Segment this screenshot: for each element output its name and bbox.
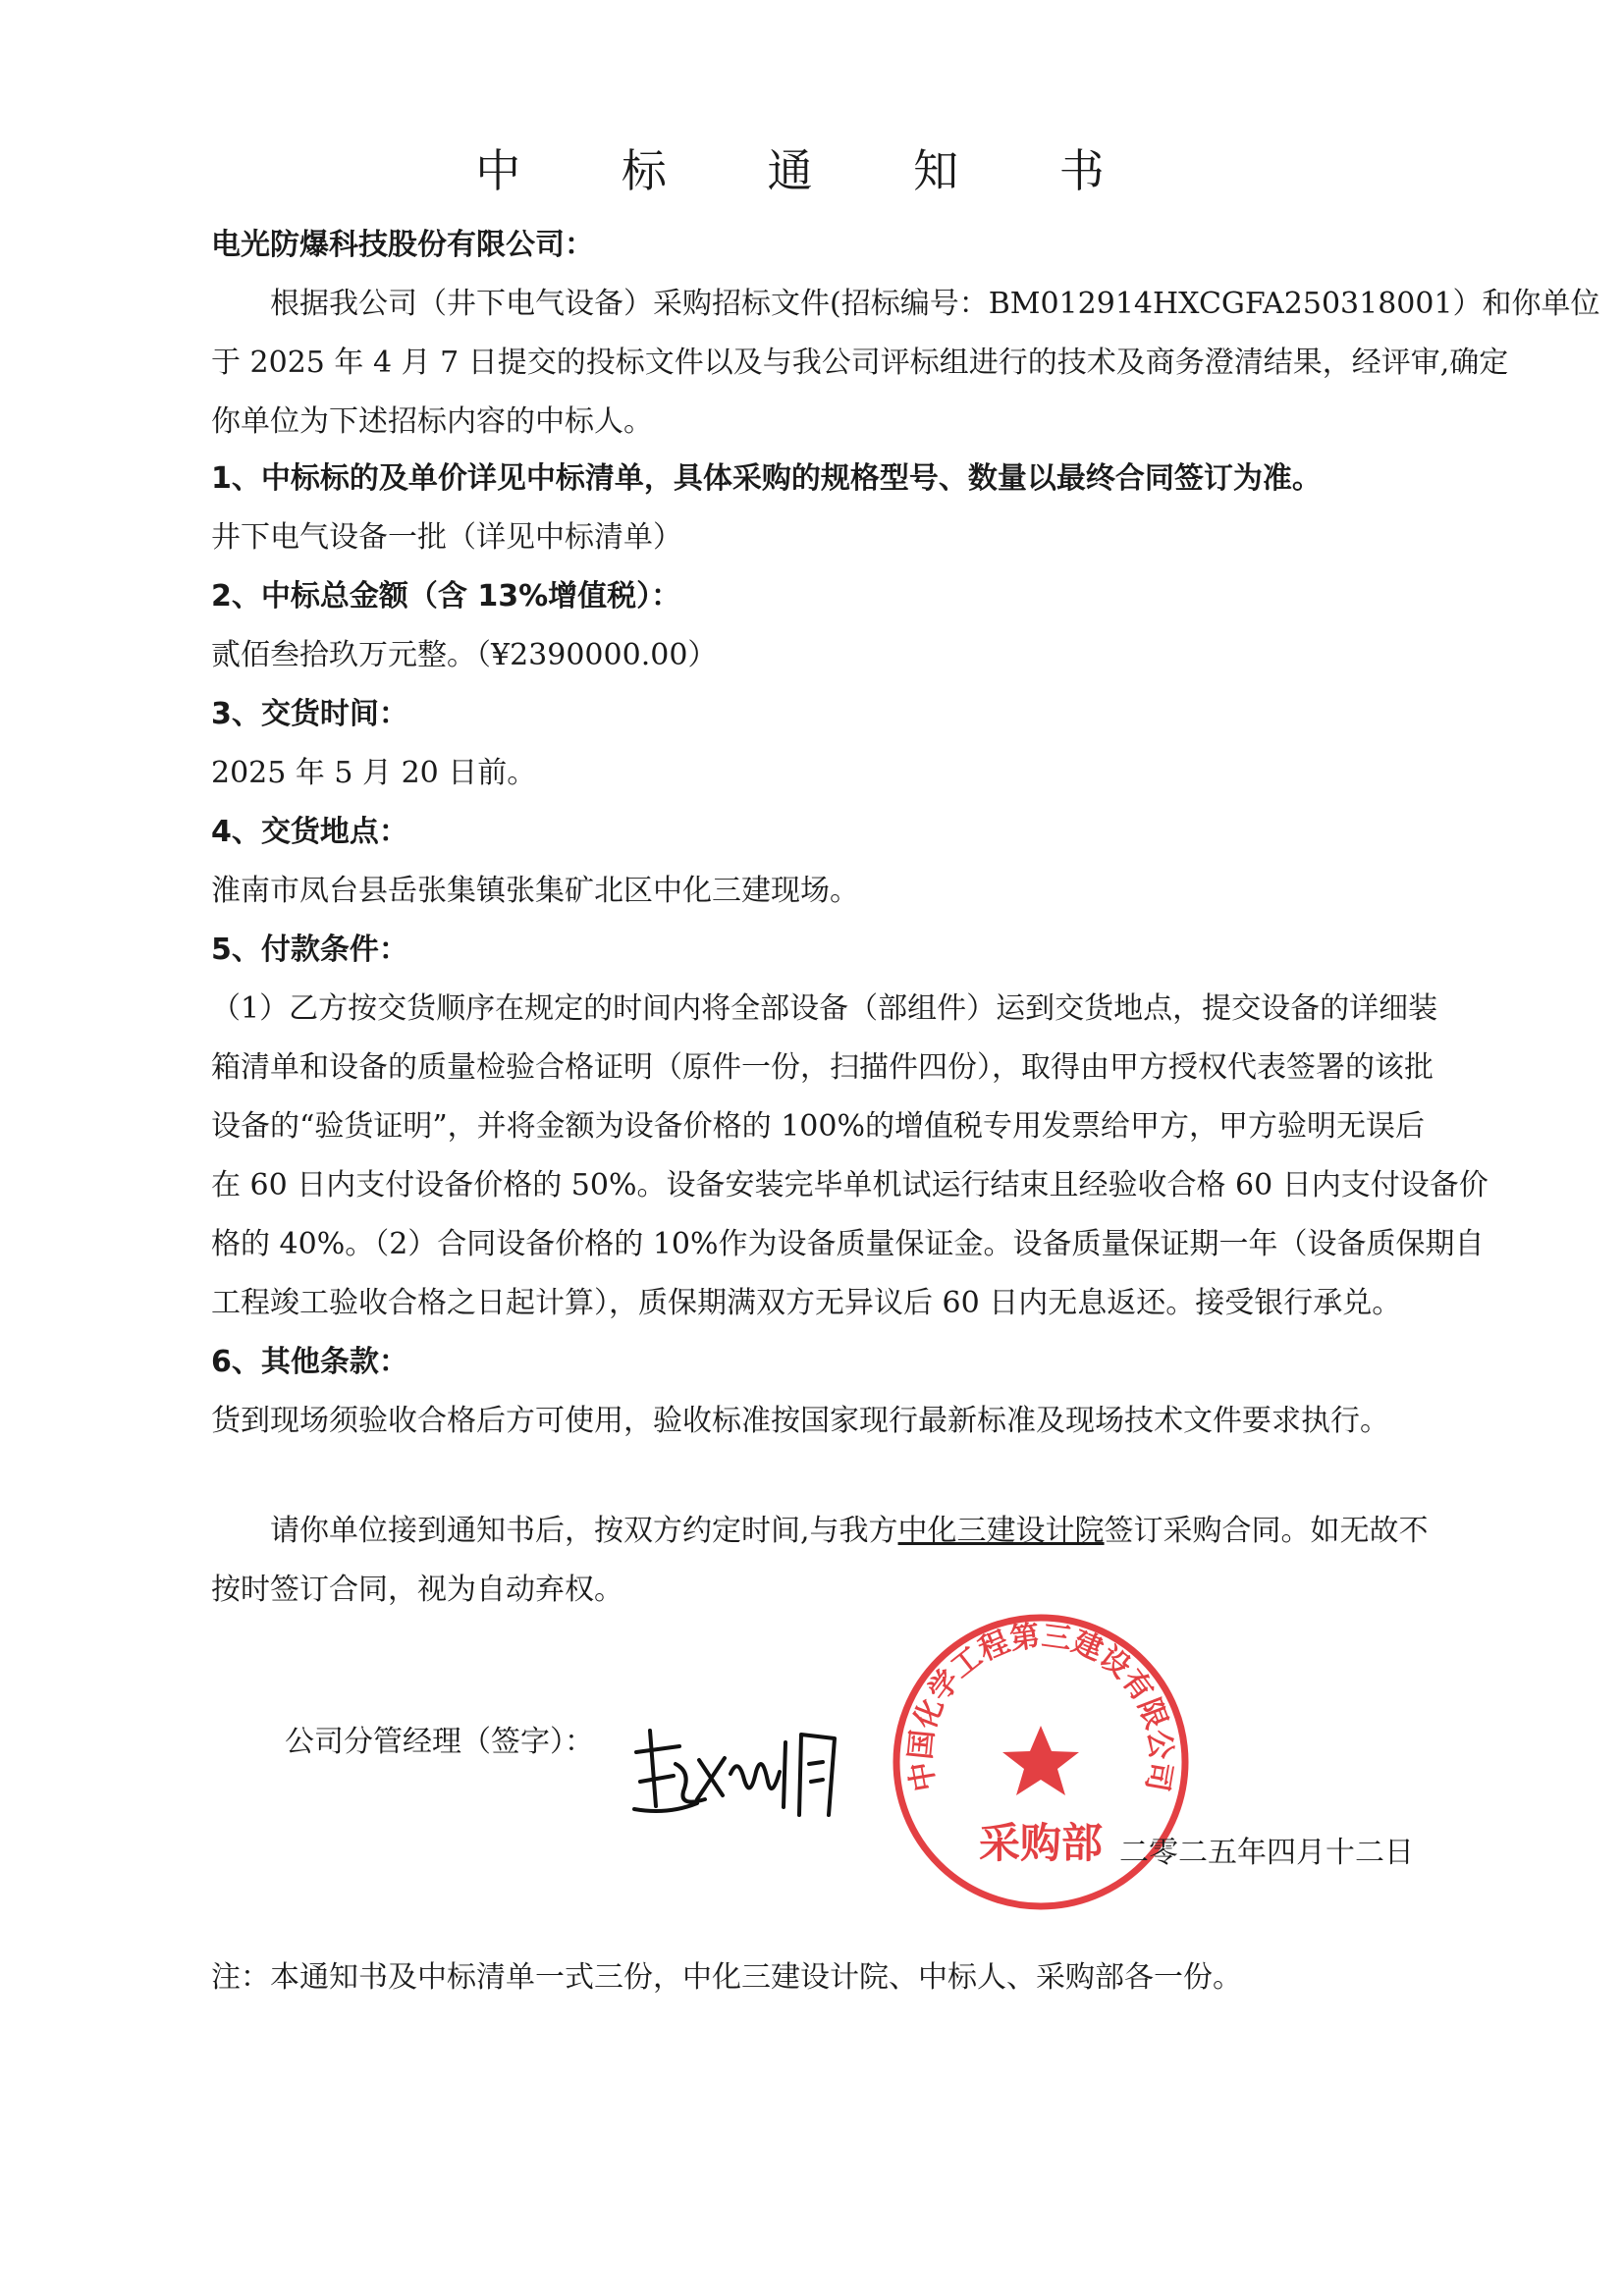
- section-heading: 2、中标总金额（含 13%增值税）：: [211, 579, 681, 614]
- section-body: 井下电气设备一批（详见中标清单）: [211, 520, 682, 555]
- seal-dept-text: 采购部: [978, 1819, 1104, 1867]
- footnote: 注：本通知书及中标清单一式三份，中化三建设计院、中标人、采购部各一份。: [211, 1960, 1242, 1995]
- section-body: 工程竣工验收合格之日起计算），质保期满双方无异议后 60 日内无息返还。接受银行承兑。: [211, 1286, 1402, 1320]
- closing-text: 请你单位接到通知书后，按双方约定时间,与我方: [270, 1514, 898, 1548]
- section-heading: 5、付款条件：: [211, 933, 408, 967]
- section-body: 设备的“验货证明”，并将金额为设备价格的 100%的增值税专用发票给甲方，甲方验明无误后: [211, 1109, 1425, 1144]
- section-body: 贰佰叁拾玖万元整。（¥2390000.00）: [211, 638, 718, 672]
- section-body: 格的 40%。（2）合同设备价格的 10%作为设备质量保证金。设备质量保证期一年（设备质保期自: [211, 1227, 1485, 1261]
- seal-org-text: 中国化学工程第三建设有限公司: [903, 1619, 1178, 1794]
- intro-line: 根据我公司（井下电气设备）采购招标文件(招标编号：BM012914HXCGFA250318001）和你单位: [270, 287, 1600, 321]
- issue-date: 二零二五年四月十二日: [1119, 1836, 1414, 1870]
- section-body: 货到现场须验收合格后方可使用，验收标准按国家现行最新标准及现场技术文件要求执行。: [211, 1404, 1389, 1438]
- section-heading: 6、其他条款：: [211, 1345, 408, 1379]
- closing-text: 签订采购合同。如无故不: [1104, 1514, 1429, 1548]
- section-body: 淮南市凤台县岳张集镇张集矿北区中化三建现场。: [211, 874, 859, 908]
- signature-label: 公司分管经理（签字）：: [285, 1725, 594, 1759]
- recipient: 电光防爆科技股份有限公司：: [211, 228, 594, 262]
- section-heading: 4、交货地点：: [211, 815, 408, 849]
- star-icon: [1002, 1726, 1079, 1795]
- section-body: 在 60 日内支付设备价格的 50%。设备安装完毕单机试运行结束且经验收合格 60 日内支付设备价: [211, 1168, 1488, 1202]
- closing-line: [270, 1512, 1546, 1551]
- intro-line: 于 2025 年 4 月 7 日提交的投标文件以及与我公司评标组进行的技术及商务澄清结果，经评审,确定: [211, 346, 1509, 380]
- intro-line: 你单位为下述招标内容的中标人。: [211, 404, 653, 439]
- document-title: 中 标 通 知 书: [475, 144, 1148, 197]
- closing-line: 按时签订合同，视为自动弃权。: [211, 1573, 623, 1607]
- section-body: 2025 年 5 月 20 日前。: [211, 756, 537, 790]
- section-heading: 3、交货时间：: [211, 697, 408, 731]
- section-body: 箱清单和设备的质量检验合格证明（原件一份，扫描件四份），取得由甲方授权代表签署的该批: [211, 1050, 1434, 1085]
- handwritten-signature: [628, 1713, 854, 1831]
- closing-underlined-org: 中化三建设计院: [897, 1514, 1105, 1548]
- section-body: （1）乙方按交货顺序在规定的时间内将全部设备（部组件）运到交货地点，提交设备的详细装: [211, 991, 1438, 1026]
- section-heading: 1、中标标的及单价详见中标清单，具体采购的规格型号、数量以最终合同签订为准。: [211, 461, 1322, 496]
